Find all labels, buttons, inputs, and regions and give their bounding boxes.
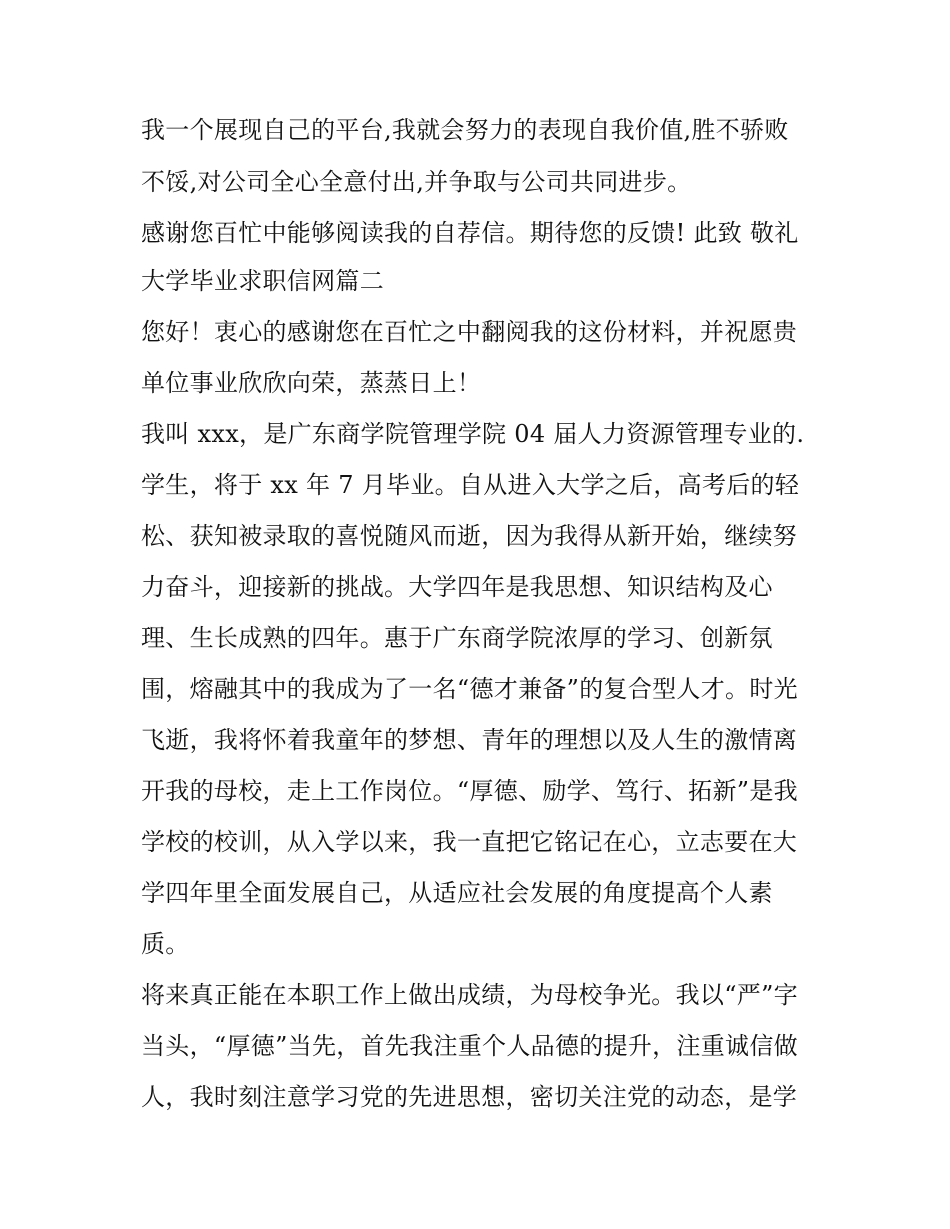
text-line: 单位事业欣欣向荣，蒸蒸日上！ — [141, 369, 482, 397]
text-line: 松、获知被录取的喜悦随风而逝，因为我得从新开始，继续努 — [141, 522, 798, 550]
text-line: 力奋斗，迎接新的挑战。大学四年是我思想、知识结构及心 — [141, 573, 773, 601]
text-line: 学生，将于 xx 年 7 月毕业。自从进入大学之后，高考后的轻 — [141, 471, 800, 499]
text-line: 我一个展现自己的平台,我就会努力的表现自我价值,胜不骄败 — [141, 116, 789, 144]
text-line: 理、生长成熟的四年。惠于广东商学院浓厚的学习、创新氛 — [141, 624, 773, 652]
text-line: 不馁,对公司全心全意付出,并争取与公司共同进步。 — [141, 168, 692, 196]
text-line: 开我的母校，走上工作岗位。“厚德、励学、笃行、拓新”是我 — [141, 777, 798, 805]
text-line: 感谢您百忙中能够阅读我的自荐信。期待您的反馈! 此致 敬礼 — [141, 219, 799, 247]
text-line: 学四年里全面发展自己，从适应社会发展的角度提高个人素 — [141, 879, 773, 907]
text-line: 当头，“厚德”当先，首先我注重个人品德的提升，注重诚信做 — [141, 1032, 798, 1060]
section-heading: 大学毕业求职信网篇二 — [141, 267, 384, 295]
text-line: 飞逝，我将怀着我童年的梦想、青年的理想以及人生的激情离 — [141, 726, 798, 754]
text-line: 将来真正能在本职工作上做出成绩，为母校争光。我以“严”字 — [141, 981, 798, 1009]
text-line: 您好！衷心的感谢您在百忙之中翻阅我的这份材料，并祝愿贵 — [141, 318, 798, 346]
text-line: 人，我时刻注意学习党的先进思想，密切关注党的动态，是学 — [141, 1083, 798, 1111]
text-line: 我叫 xxx，是广东商学院管理学院 04 届人力资源管理专业的. — [141, 420, 805, 448]
text-line: 学校的校训，从入学以来，我一直把它铭记在心，立志要在大 — [141, 828, 798, 856]
text-line: 围，熔融其中的我成为了一名“德才兼备”的复合型人才。时光 — [141, 675, 798, 703]
text-line: 质。 — [141, 930, 190, 958]
